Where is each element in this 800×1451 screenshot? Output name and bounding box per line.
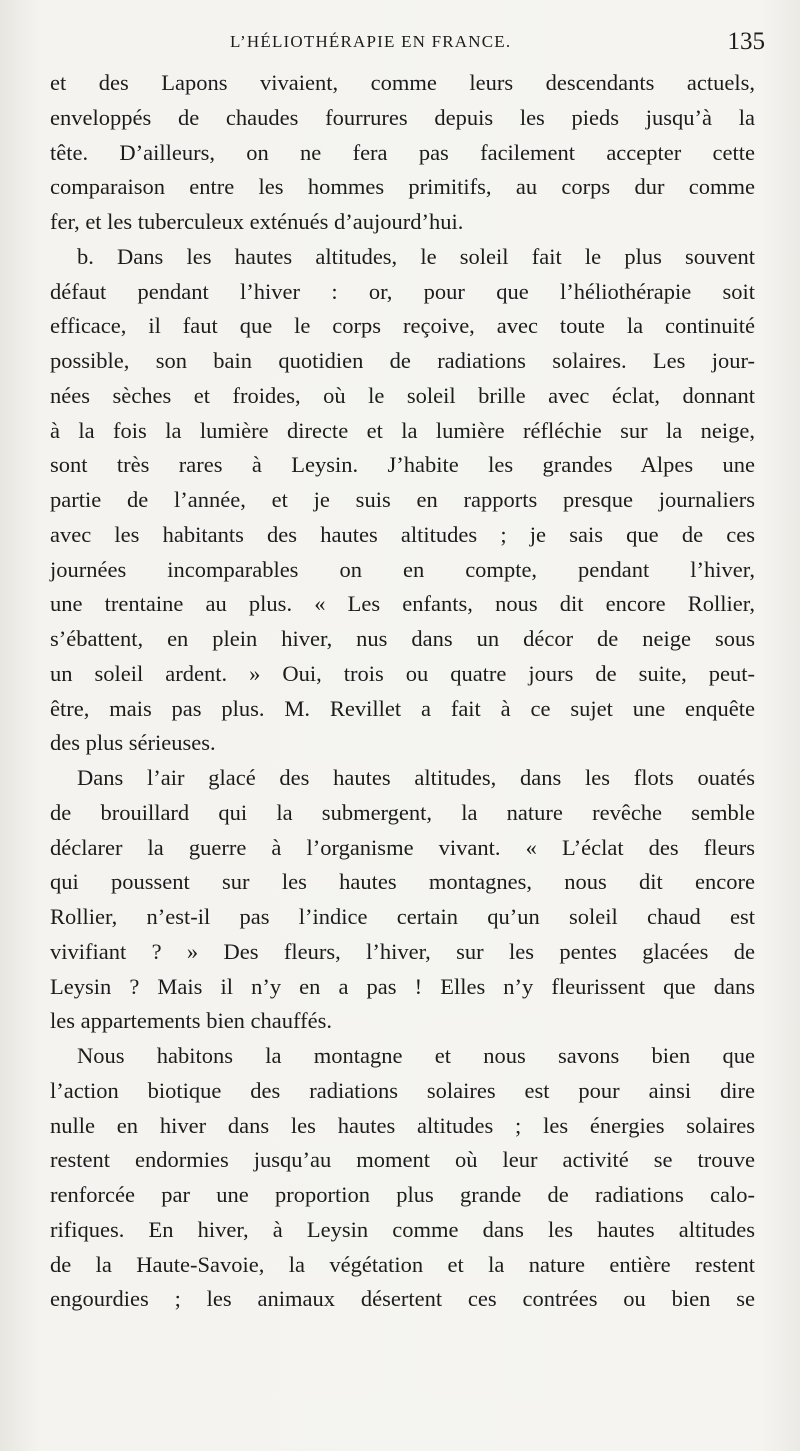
- text-line: et des Lapons vivaient, comme leurs descendants actuels,: [50, 70, 755, 95]
- text-line: fer, et les tuberculeux exténués d’aujourd’hui.: [50, 209, 464, 234]
- page-header: [50, 28, 765, 56]
- text-line: vivifiant ? » Des fleurs, l’hiver, sur les pentes glacées de: [50, 938, 755, 964]
- text-line: b. Dans les hautes altitudes, le soleil fait le plus souvent: [77, 243, 755, 269]
- text-line: engourdies ; les animaux désertent ces contrées ou bien se: [50, 1286, 755, 1312]
- text-line: journées incomparables on en compte, pendant l’hiver,: [50, 556, 755, 582]
- text-line: comparaison entre les hommes primitifs, au corps dur comme: [50, 174, 755, 200]
- text-line: nées sèches et froides, où le soleil brille avec éclat, donnant: [50, 382, 755, 408]
- text-line: défaut pendant l’hiver : or, pour que l’héliothérapie soit: [50, 278, 755, 304]
- page-number: 135: [727, 28, 765, 55]
- text-line: des plus sérieuses.: [50, 730, 216, 756]
- text-line: enveloppés de chaudes fourrures depuis les pieds jusqu’à la: [50, 104, 755, 130]
- text-line: de la Haute-Savoie, la végétation et la nature entière restent: [50, 1251, 755, 1277]
- text-line: renforcée par une proportion plus grande de radiations calo-: [50, 1182, 755, 1207]
- text-line: être, mais pas plus. M. Revillet a fait à ce sujet une enquête: [50, 695, 755, 721]
- text-line: un soleil ardent. » Oui, trois ou quatre jours de suite, peut-: [50, 660, 755, 686]
- text-line: possible, son bain quotidien de radiations solaires. Les jour-: [50, 348, 755, 373]
- text-line: tête. D’ailleurs, on ne fera pas facilement accepter cette: [50, 139, 755, 165]
- text-line: avec les habitants des hautes altitudes ; je sais que de ces: [50, 521, 755, 547]
- text-line: de brouillard qui la submergent, la nature revêche semble: [50, 799, 755, 825]
- running-head: L’HÉLIOTHÉRAPIE EN FRANCE.: [230, 32, 512, 51]
- text-line: déclarer la guerre à l’organisme vivant. « L’éclat des fleurs: [50, 834, 755, 860]
- text-line: qui poussent sur les hautes montagnes, nous dit encore: [50, 869, 755, 895]
- text-line: les appartements bien chauffés.: [50, 1008, 332, 1034]
- text-line: partie de l’année, et je suis en rapports presque journaliers: [50, 487, 755, 512]
- text-line: rifiques. En hiver, à Leysin comme dans les hautes altitudes: [50, 1216, 755, 1242]
- text-line: Nous habitons la montagne et nous savons bien que: [77, 1043, 755, 1068]
- text-line: sont très rares à Leysin. J’habite les grandes Alpes une: [50, 452, 755, 478]
- text-line: une trentaine au plus. « Les enfants, nous dit encore Rollier,: [50, 591, 755, 617]
- text-line: l’action biotique des radiations solaires est pour ainsi dire: [50, 1077, 755, 1103]
- text-line: nulle en hiver dans les hautes altitudes ; les énergies solaires: [50, 1112, 755, 1138]
- text-line: Dans l’air glacé des hautes altitudes, dans les flots ouatés: [77, 765, 755, 790]
- text-line: efficace, il faut que le corps reçoive, avec toute la continuité: [50, 313, 755, 339]
- text-line: restent endormies jusqu’au moment où leur activité se trouve: [50, 1147, 755, 1173]
- text-line: à la fois la lumière directe et la lumière réfléchie sur la neige,: [50, 417, 755, 443]
- body-text: [50, 66, 755, 1317]
- text-line: Leysin ? Mais il n’y en a pas ! Elles n’y fleurissent que dans: [50, 973, 755, 999]
- text-line: Rollier, n’est-il pas l’indice certain qu’un soleil chaud est: [50, 904, 755, 929]
- text-line: s’ébattent, en plein hiver, nus dans un décor de neige sous: [50, 626, 755, 651]
